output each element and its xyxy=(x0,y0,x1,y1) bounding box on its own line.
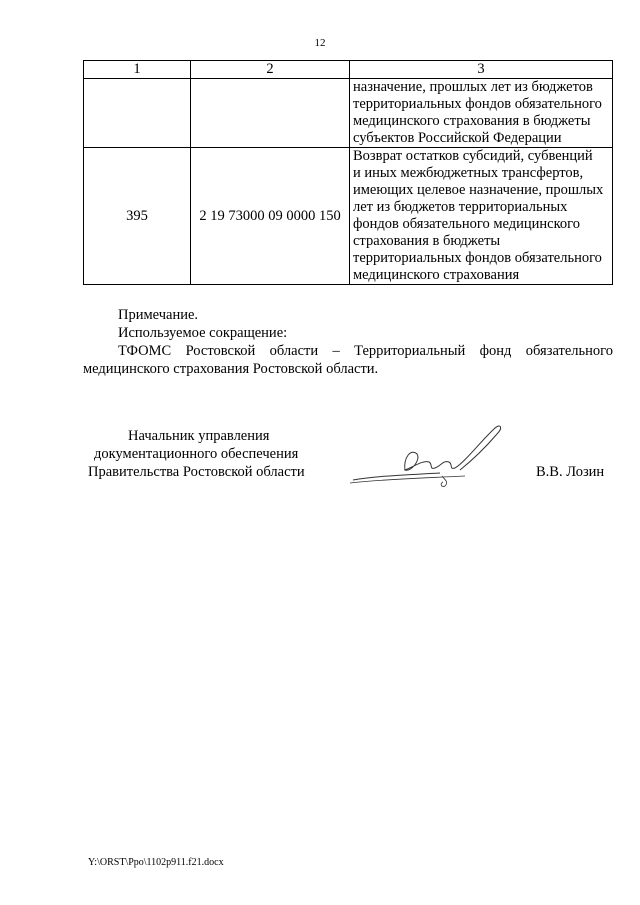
table-header-cell: 1 xyxy=(84,61,191,79)
handwritten-signature xyxy=(345,420,515,495)
description-line: территориальных фондов обязательного xyxy=(353,250,602,266)
table-row xyxy=(84,148,613,285)
table-row xyxy=(84,79,613,148)
description-line: и иных межбюджетных трансфертов, xyxy=(353,165,584,181)
description-line: субъектов Российской Федерации xyxy=(353,130,562,146)
page-number: 12 xyxy=(314,37,326,49)
table-cell-description xyxy=(350,148,613,285)
budget-table xyxy=(83,60,613,285)
signer-position-line2: документационного обеспечения xyxy=(94,446,299,462)
abbreviation-text-line2: медицинского страхования Ростовской области. xyxy=(83,361,379,377)
table-cell-description xyxy=(350,79,613,148)
abbreviation-title: Используемое сокращение: xyxy=(118,325,288,341)
table-cell-number: 395 xyxy=(84,148,191,285)
table-header-cell: 2 xyxy=(191,61,350,79)
description-line: лет из бюджетов территориальных xyxy=(353,199,568,215)
note-title: Примечание. xyxy=(118,307,199,323)
description-line: имеющих целевое назначение, прошлых xyxy=(353,182,604,198)
signer-position-line3: Правительства Ростовской области xyxy=(88,464,305,480)
signer-name: В.В. Лозин xyxy=(536,464,605,480)
file-path: Y:\ORST\Ppo\1102p911.f21.docx xyxy=(88,857,224,868)
table-header-cell: 3 xyxy=(350,61,613,79)
table-cell-code xyxy=(191,79,350,148)
abbreviation-text-line1: ТФОМС Ростовской области – Территориальный фонд обязательного xyxy=(118,343,613,359)
table-cell-code: 2 19 73000 09 0000 150 xyxy=(191,148,350,285)
description-line: территориальных фондов обязательного xyxy=(353,96,602,112)
description-line: Возврат остатков субсидий, субвенций xyxy=(353,148,593,164)
description-line: назначение, прошлых лет из бюджетов xyxy=(353,79,593,95)
description-line: медицинского страхования xyxy=(353,267,520,283)
table-header-row xyxy=(84,61,613,79)
description-line: медицинского страхования в бюджеты xyxy=(353,113,591,129)
table-cell-number xyxy=(84,79,191,148)
signer-position-line1: Начальник управления xyxy=(128,428,270,444)
description-line: фондов обязательного медицинского xyxy=(353,216,580,232)
description-line: страхования в бюджеты xyxy=(353,233,501,249)
